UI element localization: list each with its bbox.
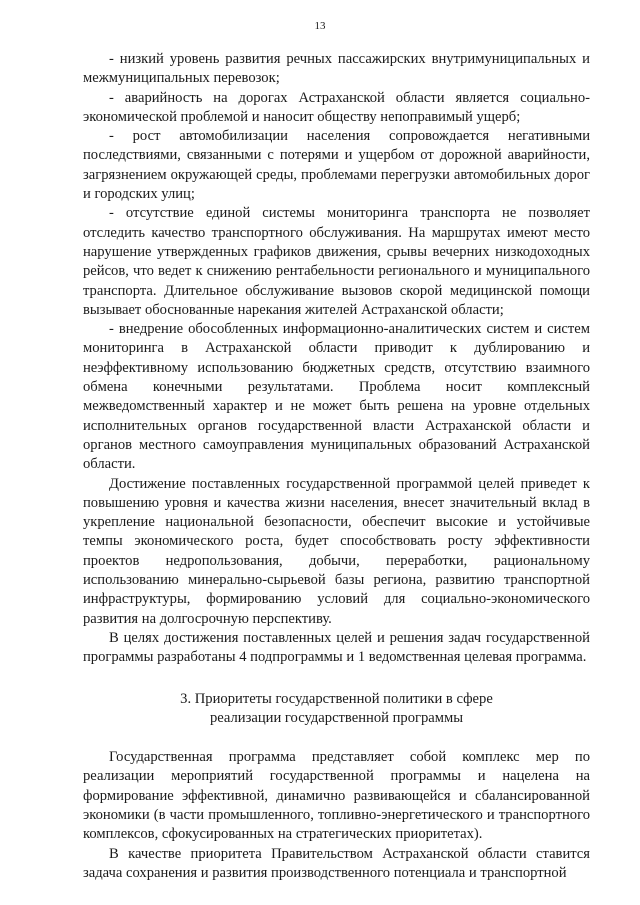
document-body	[83, 50, 590, 883]
section-heading-line-1: 3. Приоритеты государственной политики в сфере	[180, 690, 493, 707]
paragraph-info-systems: - внедрение обособленных информационно-аналитических систем и систем мониторинга в Астраханской области приводит к дублированию и неэффективному использованию бюджетных средств, отсутствию взаимного обмена конечными результатами. Проблема носит комплексный межведомственный характер и не может быть решена на уровне отдельных исполнительных органов государственной власти Астраханской области и органов местного самоуправления муниципальных образований Астраханской области.	[83, 321, 590, 473]
page-number: 13	[314, 20, 326, 32]
section-heading-line-2: реализации государственной программы	[209, 709, 464, 726]
section-heading	[83, 690, 590, 729]
paragraph-program-goals: Достижение поставленных государственной программой целей приведет к повышению уровня и качества жизни населения, внесет значительный вклад в укрепление национальной безопасности, обеспечит высокие и устойчивые темпы экономического роста, будет способствовать росту эффективности проектов недропользования, добычи, переработки, рациональному использованию минерально-сырьевой базы региона, развитию транспортной инфраструктуры, формированию условий для социально-экономического развития на долгосрочную перспективу.	[83, 475, 590, 627]
paragraph-monitoring-system: - отсутствие единой системы мониторинга транспорта не позволяет отследить качество транспортного обслуживания. На маршрутах имеют место нарушение утвержденных графиков движения, срывы вечерних низкодоходных рейсов, что ведет к снижению рентабельности регионального и муниципального транспорта. Длительное обслуживание вызовов скорой медицинской помощи вызывает обоснованные нарекания жителей Астраханской области;	[83, 205, 590, 318]
paragraph-motorization: - рост автомобилизации населения сопровождается негативными последствиями, связанными с потерями и ущербом от дорожной аварийности, загрязнением окружающей среды, проблемами перегрузки автомобильных дорог и городских улиц;	[83, 128, 590, 203]
paragraph-river-transport: - низкий уровень развития речных пассажирских внутримуниципальных и межмуниципальных перевозок;	[83, 51, 590, 87]
paragraph-program-description: Государственная программа представляет собой комплекс мер по реализации мероприятий государственной программы и нацелена на формирование эффективной, динамично развивающейся и сбалансированной экономики (в части промышленного, топливно-энергетического и транспортного комплексов, сфокусированных на стратегических приоритетах).	[83, 749, 590, 843]
paragraph-subprograms: В целях достижения поставленных целей и решения задач государственной программы разработаны 4 подпрограммы и 1 ведомственная целевая программа.	[83, 629, 590, 666]
paragraph-road-accidents: - аварийность на дорогах Астраханской области является социально-экономической проблемой и наносит обществу непоправимый ущерб;	[83, 89, 590, 125]
paragraph-government-priority: В качестве приоритета Правительством Астраханской области ставится задача сохранения и развития производственного потенциала и транспортной	[83, 845, 590, 881]
